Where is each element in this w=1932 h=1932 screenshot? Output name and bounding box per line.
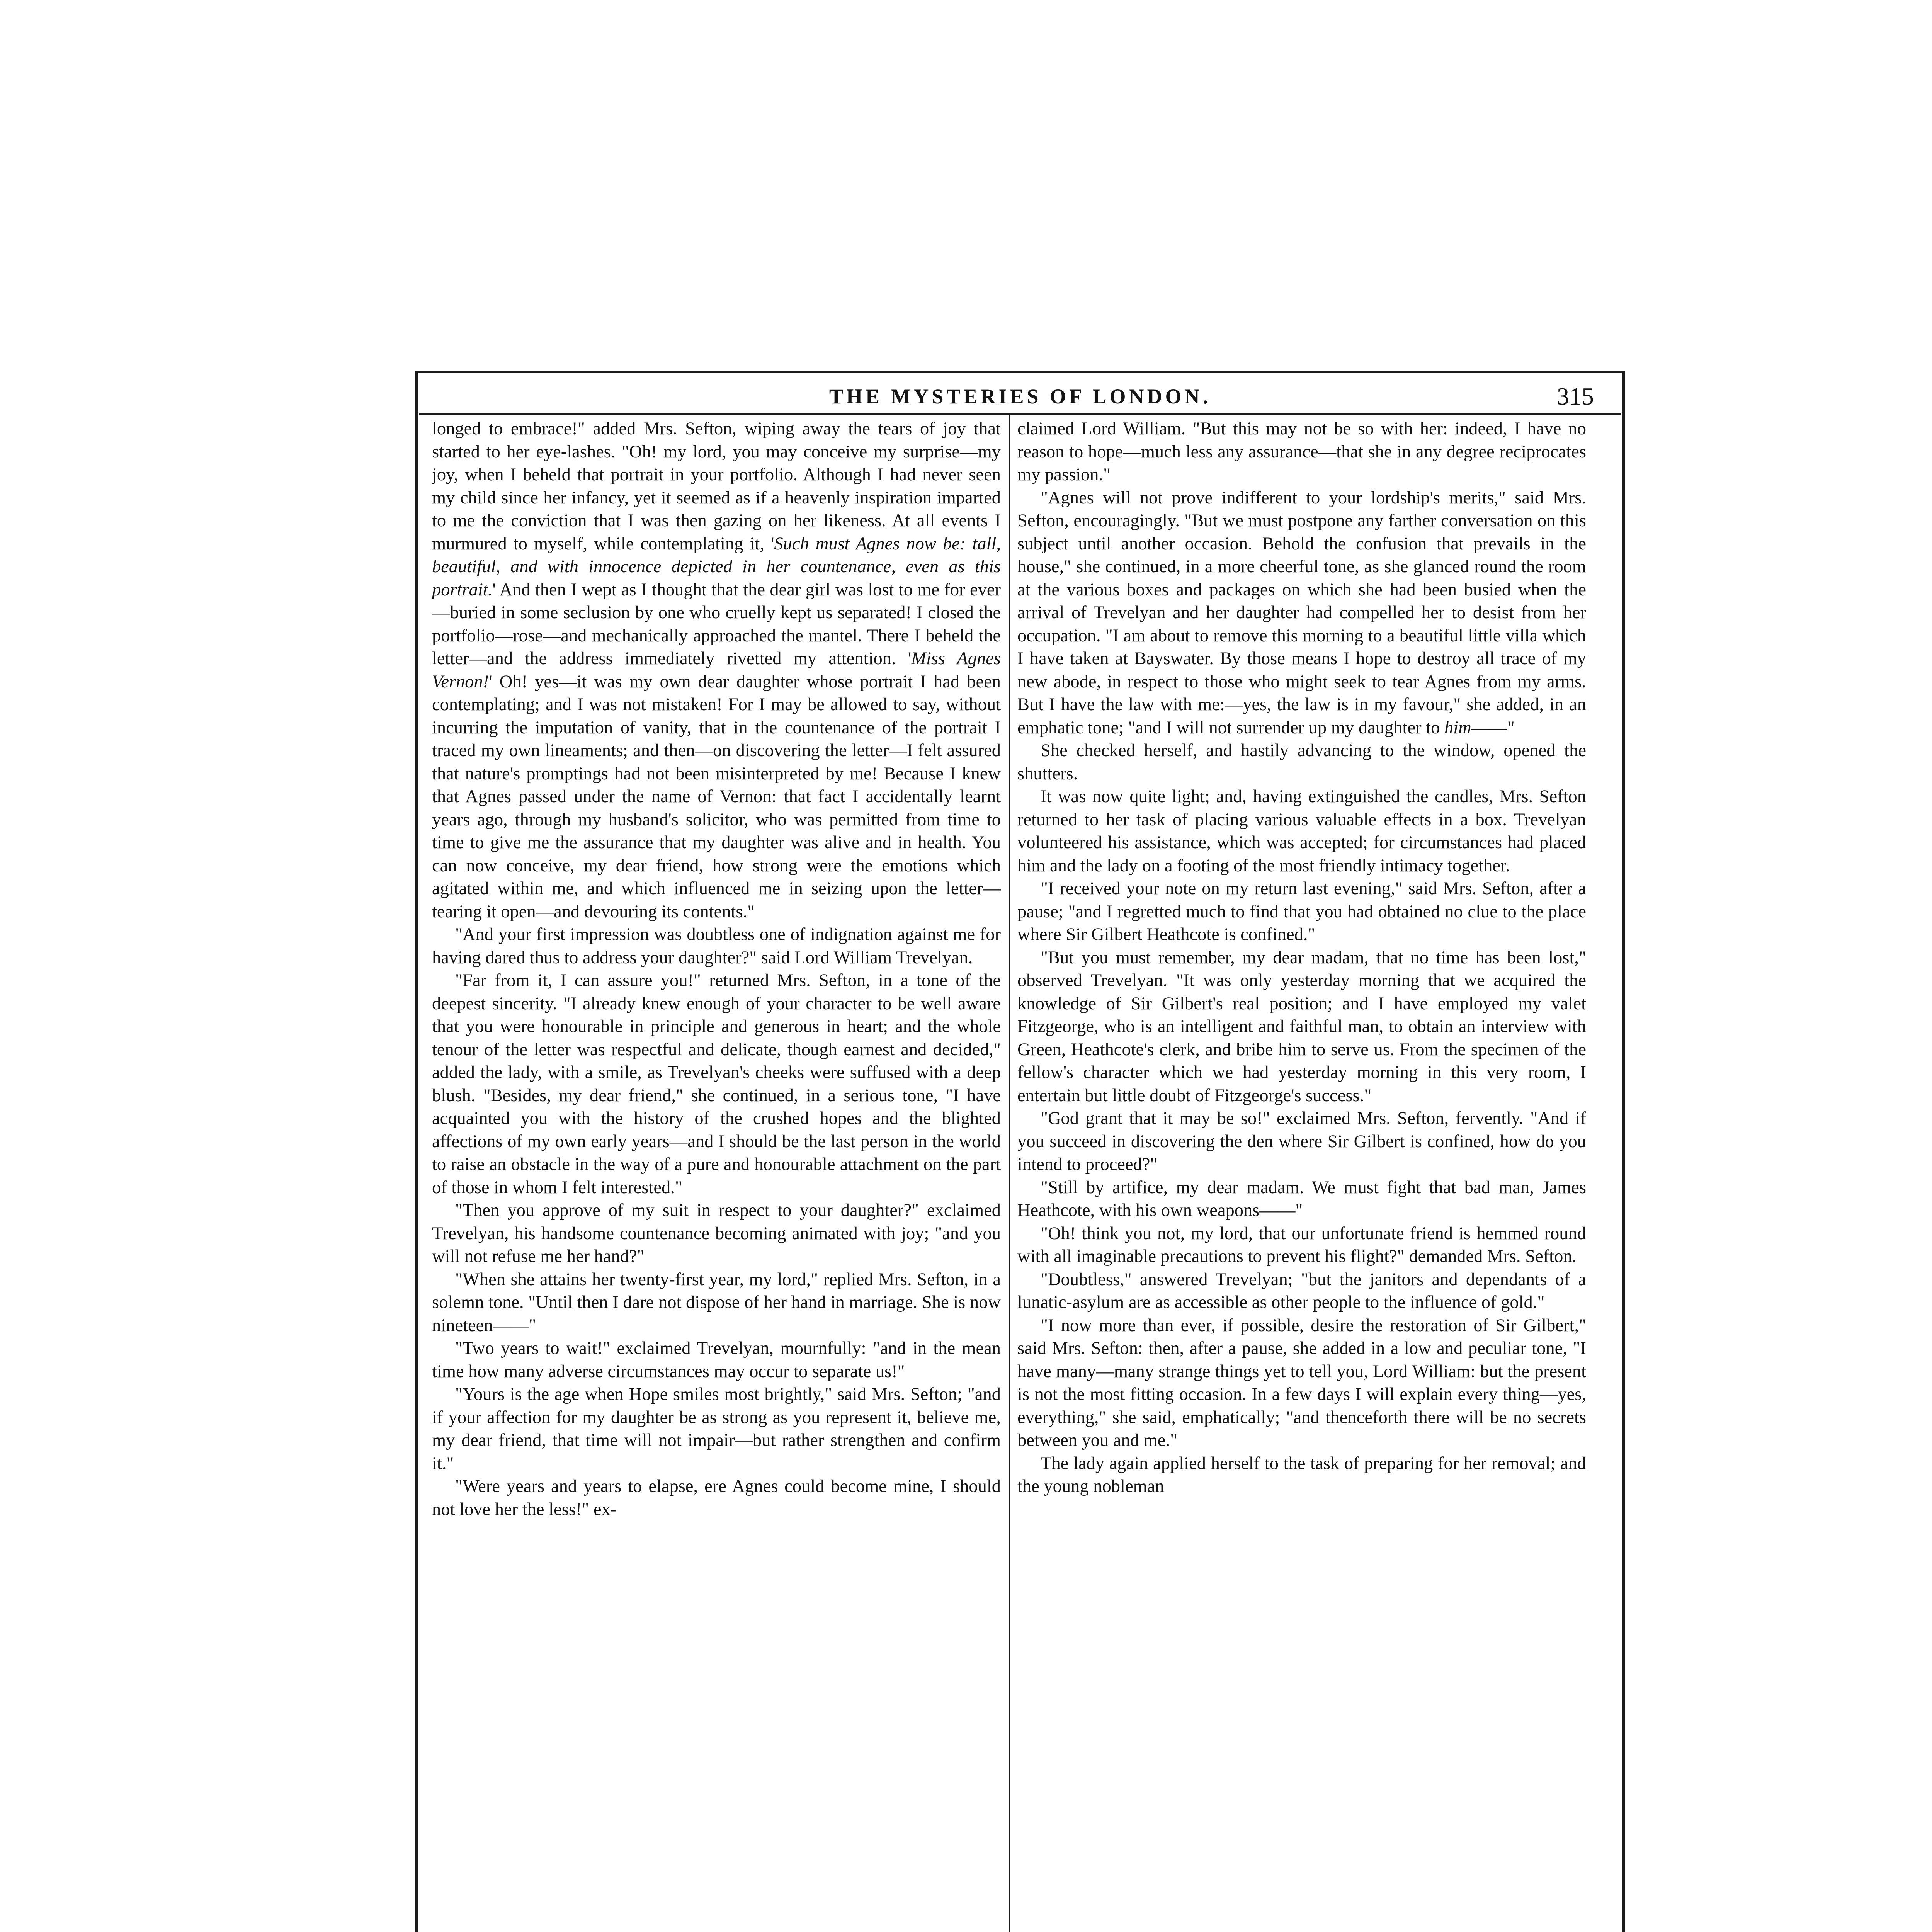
paragraph: "Were years and years to elapse, ere Agnes could become mine, I should not love her the less!" ex- <box>432 1476 1001 1519</box>
paragraph: claimed Lord William. "But this may not be so with her: indeed, I have no reason to hope—much less any assurance—that she in any degree reciprocates my passion." <box>1017 419 1586 485</box>
paragraph: "And your first impression was doubtless one of indignation against me for having dared thus to address your daughter?" said Lord William Trevelyan. <box>432 925 1001 968</box>
left-column <box>432 417 1001 1932</box>
header-rule <box>419 413 1621 415</box>
paragraph: "Doubtless," answered Trevelyan; "but the janitors and dependants of a lunatic-asylum are as accessible as other people to the influence of gold." <box>1017 1269 1586 1312</box>
paragraph: "When she attains her twenty-first year, my lord," replied Mrs. Sefton, in a solemn tone. "Until then I dare not dispose of her hand in marriage. She is now nineteen——" <box>432 1269 1001 1335</box>
paragraph: "God grant that it may be so!" exclaimed Mrs. Sefton, fervently. "And if you succeed in discovering the den where Sir Gilbert is confined, how do you intend to proceed?" <box>1017 1109 1586 1174</box>
page-header <box>419 384 1621 408</box>
column-divider <box>1009 415 1010 1932</box>
paragraph: "Oh! think you not, my lord, that our unfortunate friend is hemmed round with all imaginable precautions to prevent his flight?" demanded Mrs. Sefton. <box>1017 1223 1586 1266</box>
paragraph: "Far from it, I can assure you!" returned Mrs. Sefton, in a tone of the deepest sincerity. "I already knew enough of your character to be well aware that you were honourable in principle and generous in heart; and the whole tenour of the letter was respectful and delicate, though earnest and decided," added the lady, with a smile, as Trevelyan's cheeks were suffused with a deep blush. "Besides, my dear friend," she continued, in a serious tone, "I have acquainted you with the history of the crushed hopes and the blighted affections of my own early years—and I should be the last person in the world to raise an obstacle in the way of a pure and honourable attachment on the part of those in whom I felt interested." <box>432 971 1001 1197</box>
paragraph: longed to embrace!" added Mrs. Sefton, wiping away the tears of joy that started to her eye-lashes. "Oh! my lord, you may conceive my surprise—my joy, when I beheld that portrait in your portfolio. Although I had never seen my child since her infancy, yet it seemed as if a heavenly inspiration imparted to me the conviction that I was then gazing on her likeness. At all events I murmured to myself, while contemplating it, 'Such must Agnes now be: tall, beautiful, and with innocence depicted in her countenance, even as this portrait.' And then I wept as I thought that the dear girl was lost to me for ever—buried in some seclusion by one who cruelly kept us separated! I closed the portfolio—rose—and mechanically approached the mantel. There I beheld the letter—and the address immediately rivetted my attention. 'Miss Agnes Vernon!' Oh! yes—it was my own dear daughter whose portrait I had been contemplating; and I was not mistaken! For I may be allowed to say, without incurring the imputation of vanity, that in the countenance of the portrait I traced my own lineaments; and then—on discovering the letter—I felt assured that nature's promptings had not been misinterpreted by me! Because I knew that Agnes passed under the name of Vernon: that fact I accidentally learnt years ago, through my husband's solicitor, who was permitted from time to time to give me the assurance that my daughter was alive and in health. You can now conceive, my dear friend, how strong were the emotions which agitated within me, and which influenced me in seizing upon the letter—tearing it open—and devouring its contents." <box>432 419 1001 922</box>
paragraph: It was now quite light; and, having extinguished the candles, Mrs. Sefton returned to her task of placing various valuable effects in a box. Trevelyan volunteered his assistance, which was accepted; for circumstances had placed him and the lady on a footing of the most friendly intimacy together. <box>1017 787 1586 876</box>
paragraph: "I received your note on my return last evening," said Mrs. Sefton, after a pause; "and I regretted much to find that you had obtained no clue to the place where Sir Gilbert Heathcote is confined." <box>1017 879 1586 944</box>
paragraph: "Still by artifice, my dear madam. We must fight that bad man, James Heathcote, with his own weapons——" <box>1017 1177 1586 1220</box>
paragraph: "Then you approve of my suit in respect to your daughter?" exclaimed Trevelyan, his handsome countenance becoming animated with joy; "and you will not refuse me her hand?" <box>432 1201 1001 1266</box>
page-number: 315 <box>1557 383 1594 410</box>
paragraph: She checked herself, and hastily advancing to the window, opened the shutters. <box>1017 741 1586 784</box>
right-column <box>1017 417 1586 1932</box>
paragraph: "But you must remember, my dear madam, that no time has been lost," observed Trevelyan. "It was only yesterday morning that we acquired the knowledge of Sir Gilbert's real position; and I have employed my valet Fitzgeorge, who is an intelligent and faithful man, to obtain an interview with Green, Heathcote's clerk, and bribe him to serve us. From the specimen of the fellow's character which we had yesterday morning in this very room, I entertain but little doubt of Fitzgeorge's success." <box>1017 947 1586 1105</box>
running-title: THE MYSTERIES OF LONDON. <box>829 385 1211 408</box>
paragraph: "Yours is the age when Hope smiles most brightly," said Mrs. Sefton; "and if your affection for my daughter be as strong as you represent it, believe me, my dear friend, that time will not impair—but rather strengthen and confirm it." <box>432 1384 1001 1473</box>
paragraph: "Two years to wait!" exclaimed Trevelyan, mournfully: "and in the mean time how many adverse circumstances may occur to separate us!" <box>432 1338 1001 1381</box>
paragraph: "I now more than ever, if possible, desire the restoration of Sir Gilbert," said Mrs. Sefton: then, after a pause, she added in a low and peculiar tone, "I have many—many strange things yet to tell you, Lord William: but the present is not the most fitting occasion. In a few days I will explain every thing—yes, everything," she said, emphatically; "and thenceforth there will be no secrets between you and me." <box>1017 1315 1586 1450</box>
paragraph: "Agnes will not prove indifferent to your lordship's merits," said Mrs. Sefton, encouragingly. "But we must postpone any farther conversation on this subject until another occasion. Behold the confusion that prevails in the house," she continued, in a more cheerful tone, as she glanced round the room at the various boxes and packages on which she had been busied when the arrival of Trevelyan and her daughter had compelled her to desist from her occupation. "I am about to remove this morning to a beautiful little villa which I have taken at Bayswater. By those means I hope to destroy all trace of my new abode, in respect to those who might seek to tear Agnes from my arms. But I have the law with me:—yes, the law is in my favour," she added, in an emphatic tone; "and I will not surrender up my daughter to him——" <box>1017 488 1586 738</box>
paragraph: The lady again applied herself to the task of preparing for her removal; and the young nobleman <box>1017 1453 1586 1496</box>
